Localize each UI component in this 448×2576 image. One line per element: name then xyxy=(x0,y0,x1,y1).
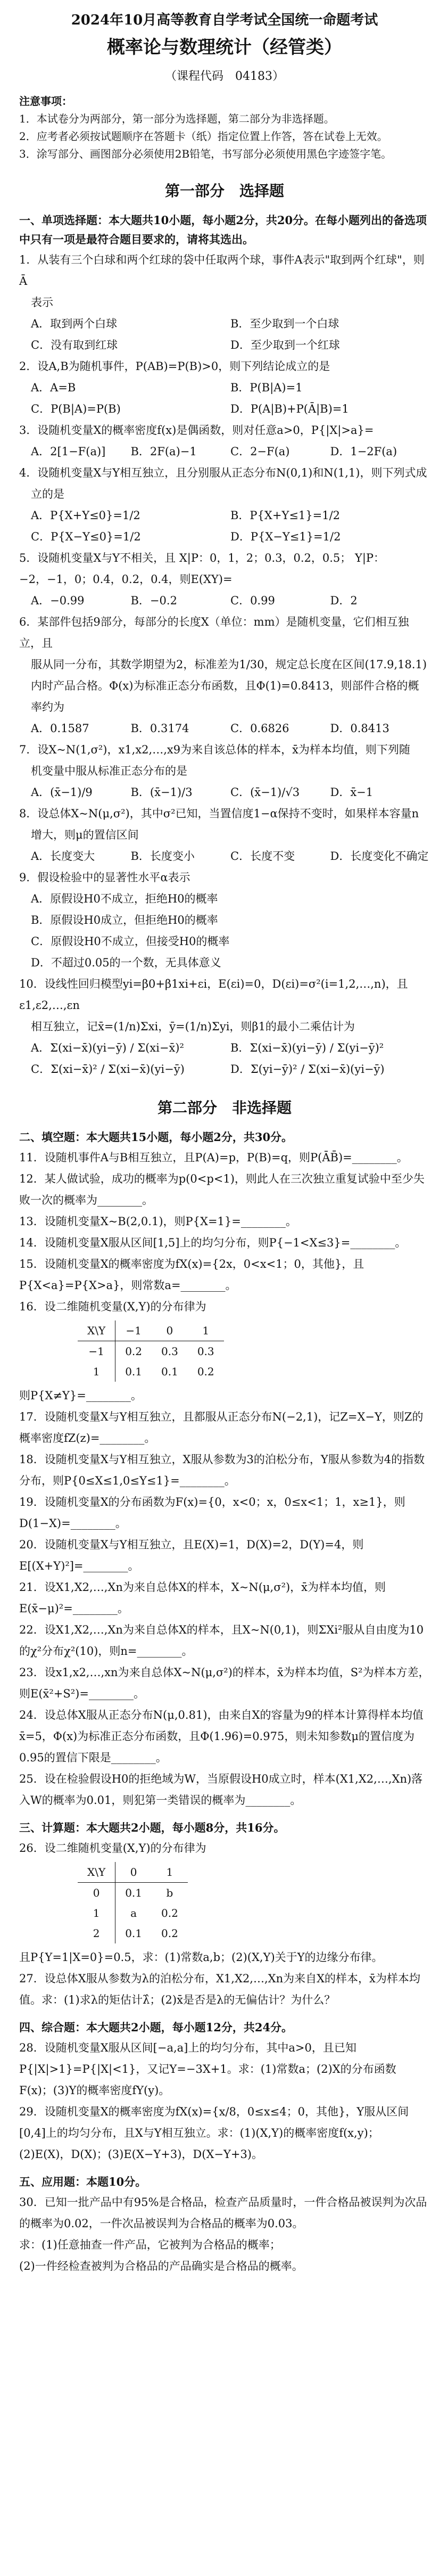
course-code: （课程代码 04183） xyxy=(165,70,284,83)
table-cell: 0.1 xyxy=(161,1365,178,1378)
answer-option: D．P{X−Y≤1}=1/2 xyxy=(230,530,341,543)
answer-option: B．至少取到一个白球 xyxy=(230,317,339,330)
joint-distribution-table-q26 xyxy=(78,1862,188,1943)
comprehensive-question: 29．设随机变量X的概率密度为fX(x)={x/8，0≤x≤4；0，其他}，Y服从区间[0,4]上的均匀分布，且X与Y相互独立。求：(1)(X,Y)的概率密度f(x,y)；(2)E(X)，D(X)；(3)E(X−Y+3)，D(X−Y+3)。 xyxy=(19,2105,409,2161)
choice-question xyxy=(19,739,430,803)
fill-question: 11．设随机事件A与B相互独立，且P(A)=p，P(B)=q，则P(ĀB̄)=________。 xyxy=(19,1151,408,1164)
answer-option: B．(x̄−1)/3 xyxy=(130,786,193,799)
calc-question-continuation: 且P{Y=1|X=0}=0.5，求：(1)常数a,b；(2)(X,Y)关于Y的边缘分布律。 xyxy=(19,1951,383,1964)
answer-options xyxy=(19,505,430,547)
question-stem: 7．设X~N(1,σ²)，x1,x2,…,x9为来自该总体的样本，x̄为样本均值，则下列随 xyxy=(19,743,410,756)
answer-option: A．P{X+Y≤0}=1/2 xyxy=(31,509,140,522)
fill-question: 17．设随机变量X与Y相互独立，且都服从正态分布N(−2,1)，记Z=X−Y，则Z的概率密度fZ(z)=________。 xyxy=(19,1410,424,1445)
fill-question-continuation: 则P{X≠Y}=________。 xyxy=(19,1389,142,1402)
exam-session-title: 2024年10月高等教育自学考试全国统一命题考试 xyxy=(71,12,378,28)
answer-option: D．1−2F(a) xyxy=(330,445,397,458)
answer-option: C．原假设H0不成立，但接受H0的概率 xyxy=(31,935,230,948)
answer-option: B．长度变小 xyxy=(130,850,195,863)
comprehensive-section-heading: 四、综合题：本大题共2小题，每小题12分，共24分。 xyxy=(19,2021,293,2034)
answer-options xyxy=(19,313,430,356)
table-cell: a xyxy=(130,1907,137,1919)
answer-options xyxy=(19,846,430,867)
application-question-part: 求：(1)任意抽查一件产品，它被判为合格品的概率； xyxy=(19,2238,281,2251)
fill-question: 24．设总体X服从正态分布N(μ,0.81)，由来自X的容量为9的样本计算得样本均值x̄=5，Φ(x)为标准正态分布函数，且Φ(1.96)=0.975，则未知参数μ的置信度为0.95的置信下限是________。 xyxy=(19,1709,424,1764)
choice-question xyxy=(19,249,430,356)
answer-option: C．没有取到红球 xyxy=(31,339,118,351)
instruction-item: 3．涂写部分、画图部分必须使用2B铅笔，书写部分必须使用黑色字迹签字笔。 xyxy=(19,147,392,160)
answer-option: B．0.3174 xyxy=(130,722,189,735)
table-cell: 0.1 xyxy=(125,1886,143,1899)
answer-option: C．Σ(xi−x̄)² / Σ(xi−x̄)(yi−ȳ) xyxy=(31,1063,185,1076)
instructions-heading: 注意事项： xyxy=(19,95,72,108)
answer-option: D．2 xyxy=(330,594,358,607)
table-row-label: 1 xyxy=(78,1903,115,1923)
answer-option: D．x̄−1 xyxy=(330,786,374,799)
answer-option: B．Σ(xi−x̄)(yi−ȳ) / Σ(yi−ȳ)² xyxy=(230,1041,384,1054)
answer-options xyxy=(19,888,430,973)
table-cell: 0.3 xyxy=(197,1345,214,1358)
answer-options xyxy=(19,590,430,611)
table-cell: b xyxy=(166,1886,173,1899)
fill-question: 12．某人做试验，成功的概率为p(0<p<1)，则此人在三次独立重复试验中至少失败一次的概率为________。 xyxy=(19,1172,425,1207)
table-cell: 0.3 xyxy=(161,1345,178,1358)
single-choice-section-heading: 一、单项选择题：本大题共10小题，每小题2分，共20分。在每小题列出的备选项中只有一项是最符合题目要求的，请将其选出。 xyxy=(19,214,427,246)
fill-question: 19．设随机变量X的分布函数为F(x)={0，x<0；x，0≤x<1；1，x≥1}，则D(1−X)=________。 xyxy=(19,1496,405,1530)
fill-question: 20．设随机变量X与Y相互独立，且E(X)=1，D(X)=2，D(Y)=4，则E[(X+Y)²]=________。 xyxy=(19,1538,364,1572)
question-stem: 9．假设检验中的显著性水平α表示 xyxy=(19,871,190,884)
comprehensive-question: 28．设随机变量X服从区间[−a,a]上的均匀分布，其中a>0，且已知P{|X|>1}=P{|X|<1}，又记Y=−3X+1。求：(1)常数a；(2)X的分布函数F(x)；(3)Y的概率密度fY(y)。 xyxy=(19,2041,396,2097)
table-cell: 0.2 xyxy=(161,1907,178,1919)
choice-question xyxy=(19,611,430,739)
answer-option: A．原假设H0不成立，拒绝H0的概率 xyxy=(31,892,218,905)
question-stem: 8．设总体X~N(μ,σ²)，其中σ²已知，当置信度1−α保持不变时，如果样本容量n xyxy=(19,807,419,820)
question-stem: 6．某部件包括9部分，每部分的长度X（单位：mm）是随机变量，它们相互独立，且 xyxy=(19,616,409,650)
question-stem: 3．设随机变量X的概率密度f(x)是偶函数，则对任意a>0，P{|X|>a}= xyxy=(19,424,374,437)
answer-option: C．(x̄−1)/√3 xyxy=(230,786,300,799)
fill-question: 15．设随机变量X的概率密度为fX(x)={2x，0<x<1；0，其他}，且P{X<a}=P{X>a}，则常数a=________。 xyxy=(19,1258,364,1292)
choice-question xyxy=(19,420,430,462)
question-stem: 10．设线性回归模型yi=β0+β1xi+εi，E(εi)=0，D(εi)=σ²(i=1,2,…,n)，且ε1,ε2,…,εn xyxy=(19,978,408,1012)
answer-option: B．−0.2 xyxy=(130,594,177,607)
answer-options xyxy=(19,782,430,803)
question-stem-continuation: 表示 xyxy=(31,296,53,309)
answer-option: A．Σ(xi−x̄)(yi−ȳ) / Σ(xi−x̄)² xyxy=(31,1041,184,1054)
fill-in-section-heading: 二、填空题：本大题共15小题，每小题2分，共30分。 xyxy=(19,1130,293,1144)
table-row-label: −1 xyxy=(78,1341,115,1362)
instructions xyxy=(19,93,430,163)
choice-question xyxy=(19,867,430,973)
instruction-item: 2．应考者必须按试题顺序在答题卡（纸）指定位置上作答，答在试卷上无效。 xyxy=(19,130,388,143)
choice-question xyxy=(19,547,430,611)
answer-options xyxy=(19,441,430,462)
answer-option: C．P{X−Y≤0}=1/2 xyxy=(31,530,141,543)
choice-question xyxy=(19,973,430,1080)
choice-question xyxy=(19,803,430,867)
table-corner: X\Y xyxy=(78,1862,115,1883)
answer-option: C．0.99 xyxy=(230,594,275,607)
multiple-choice-questions xyxy=(19,249,430,1080)
answer-option: A．取到两个白球 xyxy=(31,317,118,330)
table-header-cell: 1 xyxy=(188,1320,224,1341)
table-header-cell: 1 xyxy=(152,1862,188,1883)
choice-question xyxy=(19,462,430,547)
answer-option: D．不超过0.05的一个数，无具体意义 xyxy=(31,956,221,969)
answer-option: C．长度不变 xyxy=(230,850,295,863)
table-cell: 0.1 xyxy=(125,1365,143,1378)
question-stem-continuation: 增大，则μ的置信区间 xyxy=(31,828,139,841)
subject-title: 概率论与数理统计（经管类） xyxy=(107,37,342,58)
answer-options xyxy=(19,377,430,420)
answer-option: A．(x̄−1)/9 xyxy=(31,786,93,799)
answer-option: B．P{X+Y≤1}=1/2 xyxy=(230,509,341,522)
table-row-label: 1 xyxy=(78,1361,115,1382)
table-row-label: 2 xyxy=(78,1923,115,1943)
table-row-label: 0 xyxy=(78,1883,115,1904)
table-cell: 0.2 xyxy=(161,1927,178,1940)
answer-options xyxy=(19,718,430,739)
answer-option: A．0.1587 xyxy=(31,722,89,735)
part-one-title: 第一部分 选择题 xyxy=(164,182,284,200)
answer-option: A．2[1−F(a)] xyxy=(31,445,106,458)
answer-option: D．至少取到一个红球 xyxy=(230,339,340,351)
fill-question: 25．设在检验假设H0的拒绝域为W，当原假设H0成立时，样本(X1,X2,…,Xn)落入W的概率为0.01，则犯第一类错误的概率为________。 xyxy=(19,1773,423,1807)
answer-option: B．原假设H0成立，但拒绝H0的概率 xyxy=(31,914,218,926)
fill-question: 14．设随机变量X服从区间[1,5]上的均匀分布，则P{−1<X≤3}=________。 xyxy=(19,1236,406,1249)
answer-option: B．2F(a)−1 xyxy=(130,445,197,458)
part-two-title: 第二部分 非选择题 xyxy=(157,1099,292,1117)
answer-option: C．0.6826 xyxy=(230,722,289,735)
table-cell: 0.1 xyxy=(125,1927,143,1940)
answer-option: A．A=B xyxy=(31,381,76,394)
fill-question: 13．设随机变量X~B(2,0.1)，则P{X=1}=________。 xyxy=(19,1215,297,1228)
table-header-cell: −1 xyxy=(115,1320,152,1341)
question-stem: 4．设随机变量X与Y相互独立，且分别服从正态分布N(0,1)和N(1,1)，则下列式成 xyxy=(19,466,427,479)
table-cell: 0.2 xyxy=(197,1365,214,1378)
answer-option: C．P(B|A)=P(B) xyxy=(31,403,121,415)
answer-options xyxy=(19,1037,430,1080)
application-section-heading: 五、应用题：本题10分。 xyxy=(19,2175,147,2188)
table-cell: 0.2 xyxy=(125,1345,143,1358)
calc-question: 27．设总体X服从参数为λ的泊松分布，X1,X2,…,Xn为来自X的样本，x̄为样本均值。求：(1)求λ的矩估计λ̂；(2)x̄是否是λ的无偏估计？为什么？ xyxy=(19,1972,420,2006)
answer-option: D．P(A|B)+P(Ā|B)=1 xyxy=(230,403,349,415)
question-stem-continuation: 服从同一分布，其数学期望为2，标准差为1/30，规定总长度在区间(17.9,18.1)内时产品合格。Φ(x)为标准正态分布函数，且Φ(1)=0.8413，则部件合格的概率约为 xyxy=(31,658,427,713)
calc-question: 26．设二维随机变量(X,Y)的分布律为 xyxy=(19,1842,206,1855)
question-stem-continuation: 机变量中服从标准正态分布的是 xyxy=(31,765,187,777)
answer-option: B．P(B|A)=1 xyxy=(230,381,303,394)
joint-distribution-table-q16 xyxy=(78,1320,224,1382)
question-stem-continuation: 立的是 xyxy=(31,488,64,501)
answer-option: D．长度变化不确定 xyxy=(330,850,429,863)
fill-question: 16．设二维随机变量(X,Y)的分布律为 xyxy=(19,1300,206,1313)
calculation-section-heading: 三、计算题：本大题共2小题，每小题8分，共16分。 xyxy=(19,1821,285,1834)
question-stem-continuation: 相互独立，记x̄=(1/n)Σxi，ȳ=(1/n)Σyi，则β1的最小二乘估计为 xyxy=(31,1020,355,1033)
question-stem: 2．设A,B为随机事件，P(AB)=P(B)>0，则下列结论成立的是 xyxy=(19,360,330,373)
answer-option: C．2−F(a) xyxy=(230,445,290,458)
answer-option: A．−0.99 xyxy=(31,594,85,607)
question-stem: 5．设随机变量X与Y不相关，且 X|P：0，1，2；0.3，0.2，0.5； Y|P：−2，−1，0；0.4，0.2，0.4，则E(XY)= xyxy=(19,552,385,586)
instruction-item: 1．本试卷分为两部分，第一部分为选择题，第二部分为非选择题。 xyxy=(19,112,335,125)
choice-question xyxy=(19,356,430,420)
table-header-cell: 0 xyxy=(152,1320,188,1341)
table-corner: X\Y xyxy=(78,1320,115,1341)
answer-option: D．Σ(yi−ȳ)² / Σ(xi−x̄)(yi−ȳ) xyxy=(230,1063,385,1076)
answer-option: A．长度变大 xyxy=(31,850,95,863)
fill-question: 18．设随机变量X与Y相互独立，X服从参数为3的泊松分布，Y服从参数为4的指数分布，则P{0≤X≤1,0≤Y≤1}=________。 xyxy=(19,1453,425,1487)
application-question: 30．已知一批产品中有95%是合格品，检查产品质量时，一件合格品被误判为次品的概率为0.02，一件次品被误判为合格品的概率为0.03。 xyxy=(19,2196,427,2230)
fill-question: 22．设X1,X2,…,Xn为来自总体X的样本，且X~N(0,1)，则ΣXi²服从自由度为10的χ²分布χ²(10)，则n=________。 xyxy=(19,1623,424,1658)
table-header-cell: 0 xyxy=(115,1862,152,1883)
fill-question: 23．设x1,x2,…,xn为来自总体X~N(μ,σ²)的样本，x̄为样本均值，S²为样本方差，则E(x̄²+S²)=________。 xyxy=(19,1666,430,1700)
answer-option: D．0.8413 xyxy=(330,722,389,735)
fill-question: 21．设X1,X2,…,Xn为来自总体X的样本，X~N(μ,σ²)，x̄为样本均值，则E(x̄−μ)²=________。 xyxy=(19,1581,386,1615)
question-stem: 1．从装有三个白球和两个红球的袋中任取两个球，事件A表示"取到两个红球"，则Ā xyxy=(19,253,425,288)
application-question-part: (2)一件经检查被判为合格品的产品确实是合格品的概率。 xyxy=(19,2260,303,2273)
